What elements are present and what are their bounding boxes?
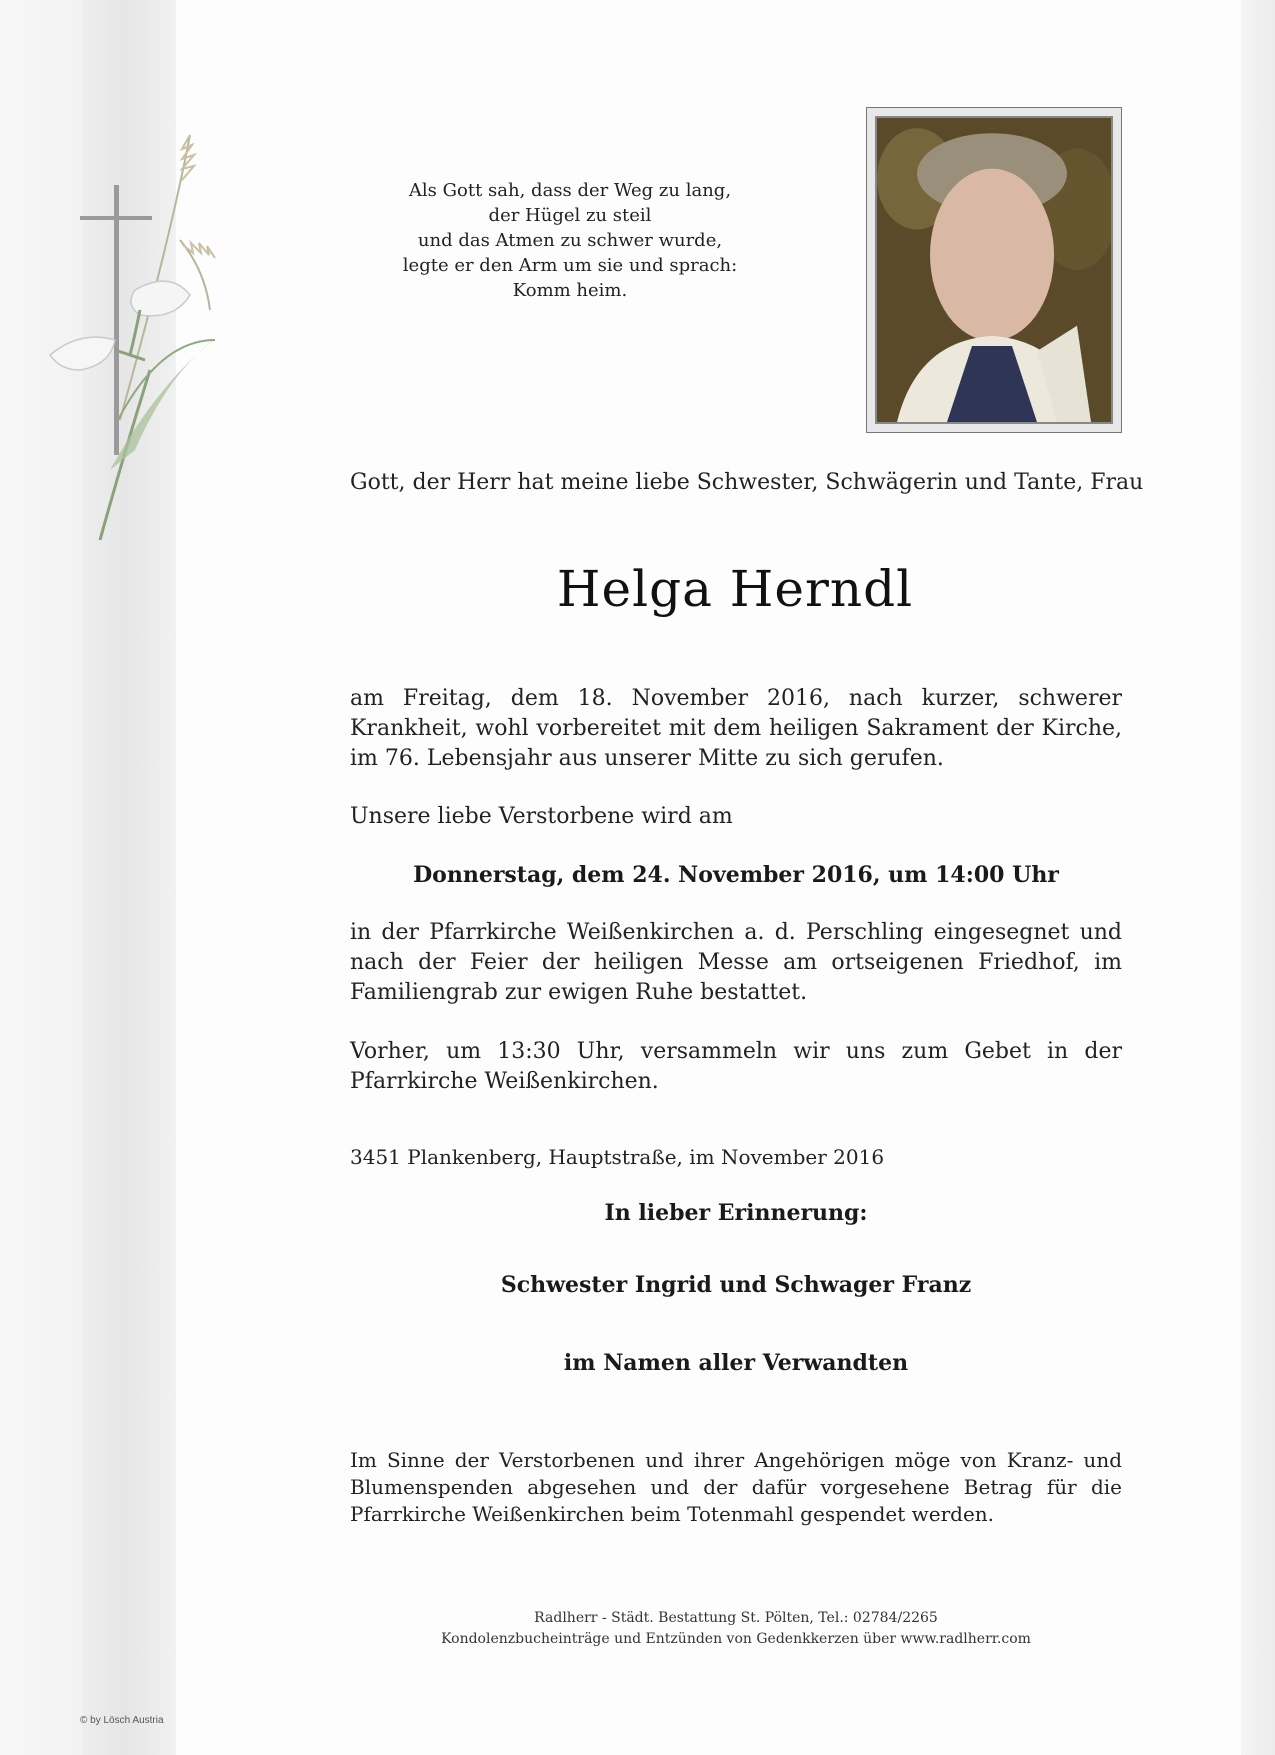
cross-lily-icon <box>40 120 250 540</box>
portrait-frame <box>866 107 1122 433</box>
copyright-note: © by Lösch Austria <box>80 1715 164 1726</box>
verse-line: der Hügel zu steil <box>488 205 652 226</box>
mourners: Schwester Ingrid und Schwager Franz <box>500 1272 972 1298</box>
footer-line-1: Radlherr - Städt. Bestattung St. Pölten, Tel.: 02784/2265 <box>534 1610 938 1626</box>
footer <box>350 1608 1122 1650</box>
death-text: am Freitag, dem 18. November 2016, nach kurzer, schwerer Krankheit, wohl vorbereitet mit dem heiligen Sakrament der Kirche, im 76. Lebensjahr aus unserer Mitte zu sich gerufen. <box>350 686 1122 771</box>
portrait-image <box>877 118 1111 422</box>
verse-line: Als Gott sah, dass der Weg zu lang, <box>408 180 732 201</box>
verse <box>400 178 740 303</box>
portrait-photo <box>875 116 1113 424</box>
funeral-date: Donnerstag, dem 24. November 2016, um 14:00 Uhr <box>413 862 1059 888</box>
verse-line: Komm heim. <box>512 280 628 301</box>
page-edge <box>1241 0 1275 1755</box>
burial-text: in der Pfarrkirche Weißenkirchen a. d. Perschling eingesegnet und nach der Feier der heiligen Messe am ortseigenen Friedhof, im Familiengrab zur ewigen Ruhe bestattet. <box>350 920 1122 1005</box>
place-date: 3451 Plankenberg, Hauptstraße, im November 2016 <box>350 1145 885 1169</box>
prayer-text: Vorher, um 13:30 Uhr, versammeln wir uns zum Gebet in der Pfarrkirche Weißenkirchen. <box>350 1039 1122 1094</box>
verse-line: legte er den Arm um sie und sprach: <box>402 255 738 276</box>
footer-line-2: Kondolenzbucheinträge und Entzünden von Gedenkkerzen über www.radlherr.com <box>441 1631 1031 1647</box>
intro-text: Gott, der Herr hat meine liebe Schwester, Schwägerin und Tante, Frau <box>350 470 1144 495</box>
relatives: im Namen aller Verwandten <box>563 1350 909 1376</box>
verse-line: und das Atmen zu schwer wurde, <box>417 230 723 251</box>
burial-intro: Unsere liebe Verstorbene wird am <box>350 804 733 829</box>
donation-text: Im Sinne der Verstorbenen und ihrer Angehörigen möge von Kranz- und Blumenspenden abgesehen und der dafür vorgesehene Betrag für die Pfarrkirche Weißenkirchen beim Totenmahl gespendet werden. <box>350 1448 1122 1526</box>
deceased-name: Helga Herndl <box>556 560 914 618</box>
memory-heading: In lieber Erinnerung: <box>604 1200 868 1226</box>
